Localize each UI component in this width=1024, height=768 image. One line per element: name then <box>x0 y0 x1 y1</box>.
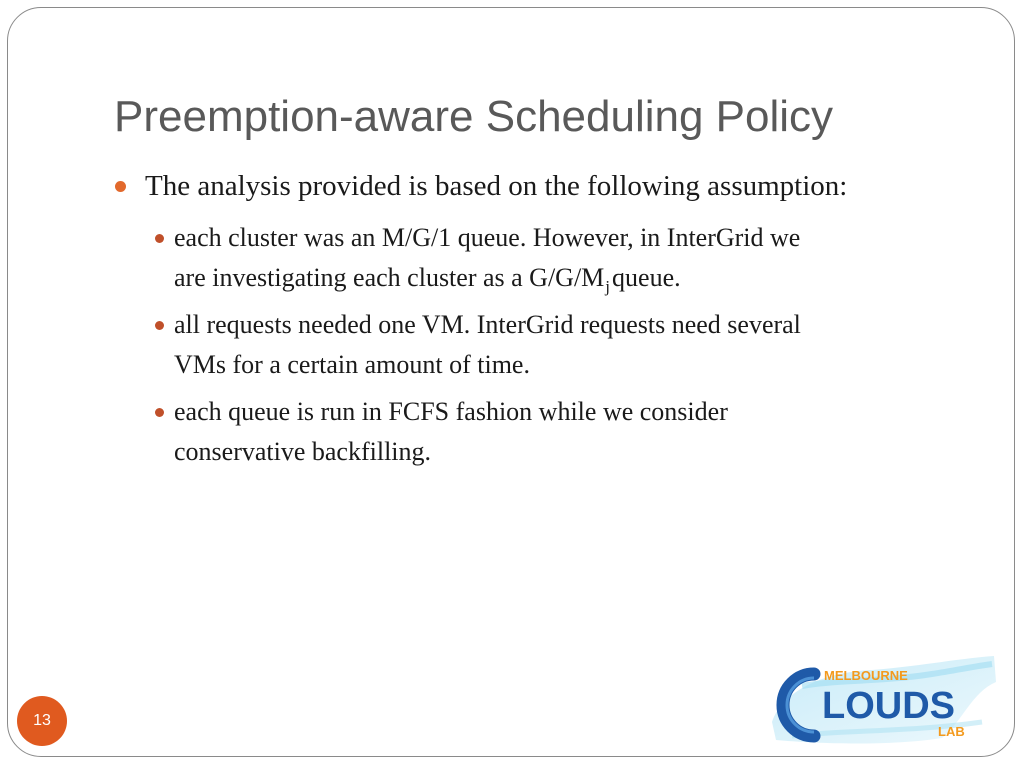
logo-top-text: MELBOURNE <box>824 668 908 683</box>
sub-bullet-dot <box>155 408 164 417</box>
sub-bullet-3-line-2: conservative backfilling. <box>174 437 432 466</box>
sub-bullet-2-line-2: VMs for a certain amount of time. <box>174 350 530 379</box>
sub-bullet-1-line-1: each cluster was an M/G/1 queue. However, in InterGrid we <box>174 223 801 252</box>
slide-title: Preemption-aware Scheduling Policy <box>114 92 834 141</box>
sub-bullet-2-line-1: all requests needed one VM. InterGrid requests need several <box>174 310 801 339</box>
subscript-j: j <box>605 277 611 296</box>
sub-bullet-dot <box>155 234 164 243</box>
sub-bullet-1-line-2-pre: are investigating each cluster as a G/G/M <box>174 263 605 292</box>
sub-bullet-dot <box>155 321 164 330</box>
page-number-badge: 13 <box>17 696 67 746</box>
bullet-dot <box>115 181 126 192</box>
sub-bullet-3-line-1: each queue is run in FCFS fashion while we consider <box>174 397 728 426</box>
sub-bullet-1-line-2 <box>174 258 681 307</box>
bullet-main: The analysis provided is based on the following assumption: <box>145 170 848 202</box>
logo-main-text: LOUDS <box>822 685 955 727</box>
logo-bottom-text: LAB <box>938 724 965 739</box>
clouds-lab-logo <box>762 652 998 748</box>
sub-bullet-1-line-2-post: queue. <box>612 263 681 292</box>
